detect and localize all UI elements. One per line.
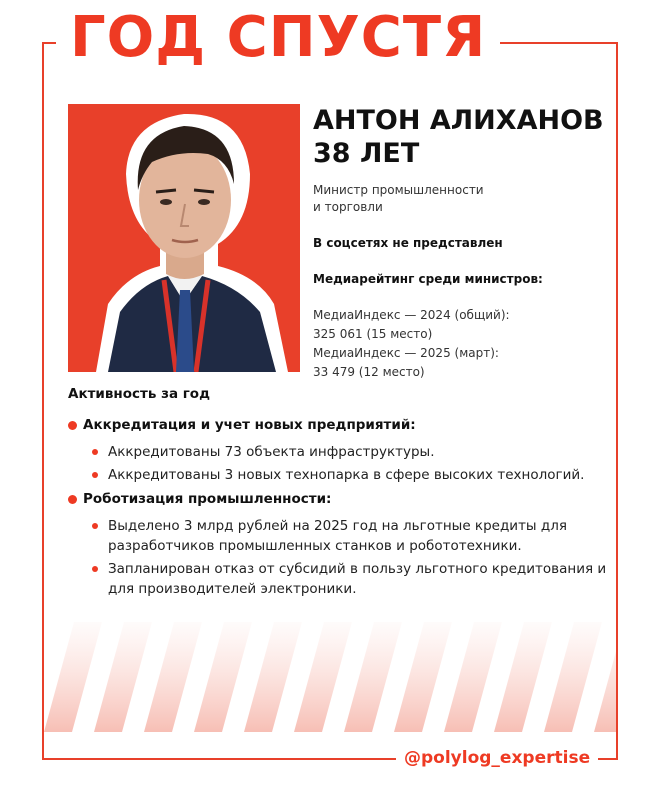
role-line-1: Министр промышленности xyxy=(313,183,484,197)
bullet-dot-icon xyxy=(68,421,77,430)
person-name: АНТОН АЛИХАНОВ xyxy=(313,105,604,136)
page-title: ГОД СПУСТЯ xyxy=(70,5,487,70)
social-status: В соцсетях не представлен xyxy=(313,236,503,250)
list-item-text: Выделено 3 млрд рублей на 2025 год на льготные кредиты для разработчиков промышленных станков и робототехники. xyxy=(108,518,567,554)
media-rating-line: 325 061 (15 место) xyxy=(313,327,433,341)
section-title xyxy=(68,488,608,510)
person-age: 38 ЛЕТ xyxy=(313,138,420,169)
list-item-text: Аккредитованы 3 новых технопарка в сфере высоких технологий. xyxy=(108,467,585,483)
list-item-text: Запланирован отказ от субсидий в пользу льготного кредитования и для производителей электроники. xyxy=(108,561,607,597)
section-title-text: Аккредитация и учет новых предприятий: xyxy=(83,417,416,433)
decorative-stripes xyxy=(44,622,616,732)
list-item xyxy=(92,516,608,556)
media-rating-heading: Медиарейтинг среди министров: xyxy=(313,272,543,286)
bullet-dot-icon xyxy=(68,495,77,504)
title-plate xyxy=(56,2,500,74)
section-title xyxy=(68,414,608,436)
media-rating-line: 33 479 (12 место) xyxy=(313,365,425,379)
list-item xyxy=(92,559,608,599)
list-item xyxy=(92,465,608,485)
list-item xyxy=(92,442,608,462)
role-line-2: и торговли xyxy=(313,200,383,214)
handle-plate xyxy=(396,744,598,772)
bullet-list xyxy=(92,516,608,599)
bullet-dot-icon xyxy=(92,472,98,478)
profile-name-block xyxy=(313,104,613,170)
media-rating-line: МедиаИндекс — 2024 (общий): xyxy=(313,308,510,322)
bullet-list xyxy=(92,442,608,485)
media-rating-line: МедиаИндекс — 2025 (март): xyxy=(313,346,499,360)
activity-section-robotization xyxy=(68,488,608,602)
person-role xyxy=(313,182,553,216)
bullet-dot-icon xyxy=(92,523,98,529)
activity-heading: Активность за год xyxy=(68,386,210,402)
list-item-text: Аккредитованы 73 объекта инфраструктуры. xyxy=(108,444,435,460)
channel-handle[interactable]: @polylog_expertise xyxy=(404,748,591,768)
activity-section-accreditation xyxy=(68,414,608,488)
section-title-text: Роботизация промышленности: xyxy=(83,491,332,507)
bullet-dot-icon xyxy=(92,449,98,455)
portrait-photo xyxy=(68,104,300,372)
media-rating-list xyxy=(313,306,573,382)
bullet-dot-icon xyxy=(92,566,98,572)
